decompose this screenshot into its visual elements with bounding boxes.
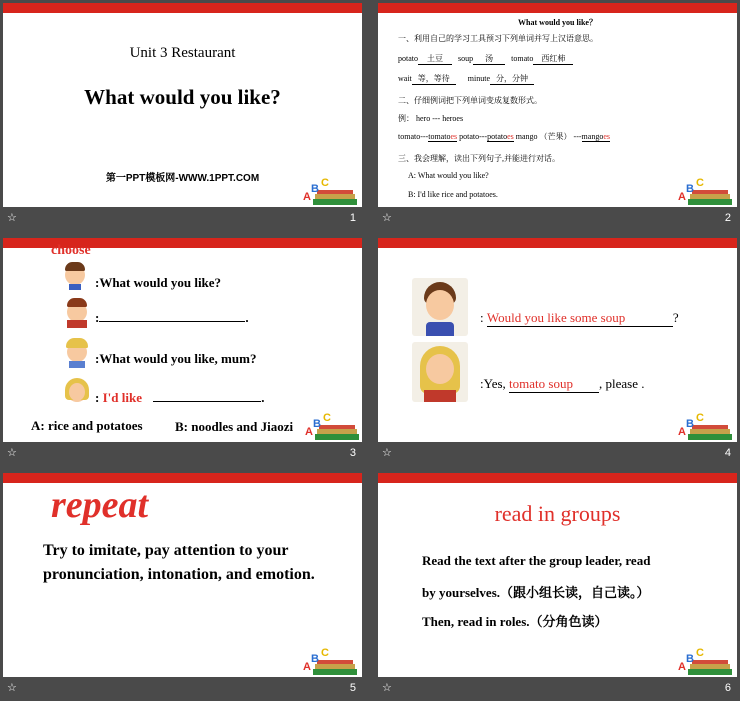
answer-soup: 汤 [473, 53, 505, 65]
abc-books-icon: A B C [678, 177, 734, 205]
option-a: A: rice and potatoes [31, 418, 143, 433]
instruction-line-2: by yourselves.（跟小组长读，自己读。） [422, 585, 650, 600]
lesson-title: What would you like? [84, 85, 281, 109]
slide-number: 6 [724, 682, 731, 694]
abc-books-icon: A B C [678, 412, 734, 440]
question-2: :What would you like, mum? [95, 351, 257, 366]
slide-4-topbar [378, 238, 737, 248]
star-icon[interactable]: ☆ [382, 681, 392, 694]
dialog-line-a: A: What would you like? [408, 171, 489, 180]
abc-books-icon: A B C [303, 177, 359, 205]
reply-1-line: : . [95, 310, 249, 325]
vocab-row-1: potato 土豆 soup 汤 tomato 西红柿 [398, 53, 573, 65]
section-1: 一、利用自己的学习工具预习下列单词并写上汉语意思。 [398, 34, 598, 43]
slide-6-topbar [378, 473, 737, 483]
dialog-line-b: B: I'd like rice and potatoes. [408, 190, 498, 199]
slide-2-footer [378, 207, 737, 231]
slide-3[interactable] [3, 238, 362, 442]
slide-3-footer [3, 442, 362, 466]
slide-5-topbar [3, 473, 362, 483]
slide-number: 1 [349, 212, 356, 224]
option-b: B: noodles and Jiaozi [175, 419, 294, 434]
star-icon[interactable]: ☆ [7, 446, 17, 459]
instruction-line-3: Then, read in roles.（分角色读） [422, 614, 608, 629]
slide-title: repeat [51, 484, 149, 526]
answer-wait: 等，等待 [412, 73, 456, 85]
answer-tomato: 西红柿 [533, 53, 573, 65]
reply-2-line: : I'd like . [95, 390, 265, 405]
abc-books-icon: A B C [303, 647, 359, 675]
question-line: : Would you like some soup ? [480, 310, 679, 325]
slide-number: 4 [724, 447, 731, 459]
slide-6-footer [378, 677, 737, 701]
reply-line: :Yes, tomato soup , please . [480, 376, 645, 391]
star-icon[interactable]: ☆ [382, 446, 392, 459]
slide-2-topbar [378, 3, 737, 13]
choose-label: choose [51, 243, 91, 258]
plural-example: 例： hero --- heroes [398, 114, 464, 123]
abc-books-icon: A B C [678, 647, 734, 675]
site-label: 第一PPT模板网-WWW.1PPT.COM [105, 173, 260, 184]
mother-avatar [412, 278, 468, 336]
abc-books-icon: A B C [305, 412, 361, 440]
unit-title: Unit 3 Restaurant [129, 45, 236, 61]
slide-1-topbar [3, 3, 362, 13]
slide-1[interactable] [3, 3, 362, 207]
slide-number: 2 [724, 212, 731, 224]
plural-row: tomato---tomatoes potato---potatoes mango （芒果） ---mangoes [398, 132, 610, 141]
boy-avatar [61, 260, 89, 290]
answer-1: Would you like some soup [487, 310, 673, 327]
slide-4-footer [378, 442, 737, 466]
star-icon[interactable]: ☆ [7, 681, 17, 694]
answer-2: tomato soup [509, 376, 599, 393]
slide-number: 3 [349, 447, 356, 459]
section-2: 二、仔细例词把下列单词变成复数形式。 [398, 96, 542, 105]
slide-title: read in groups [494, 501, 621, 526]
instruction-line-1: Read the text after the group leader, read [422, 553, 651, 568]
girl-avatar [63, 336, 91, 368]
father-avatar [63, 296, 91, 328]
section-3: 三、我会理解，读出下列句子,并能进行对话。 [398, 154, 560, 163]
star-icon[interactable]: ☆ [7, 211, 17, 224]
slide-2[interactable] [378, 3, 737, 207]
slide-1-footer [3, 207, 362, 231]
slide-4[interactable] [378, 238, 737, 442]
question-1: :What would you like? [95, 275, 222, 290]
slide-number: 5 [349, 682, 356, 694]
slide-5[interactable] [3, 473, 362, 677]
instruction-text: Try to imitate, pay attention to your pronunciation, intonation, and emotion. [43, 542, 315, 583]
slide-6[interactable] [378, 473, 737, 677]
answer-potato: 土豆 [418, 53, 452, 65]
answer-minute: 分，分钟 [490, 73, 534, 85]
mother-avatar [63, 376, 91, 408]
vocab-row-2: wait 等，等待 minute 分，分钟 [398, 73, 534, 85]
slide-5-footer [3, 677, 362, 701]
worksheet-title: What would you like？ [518, 18, 597, 27]
girl-avatar [412, 342, 468, 402]
star-icon[interactable]: ☆ [382, 211, 392, 224]
